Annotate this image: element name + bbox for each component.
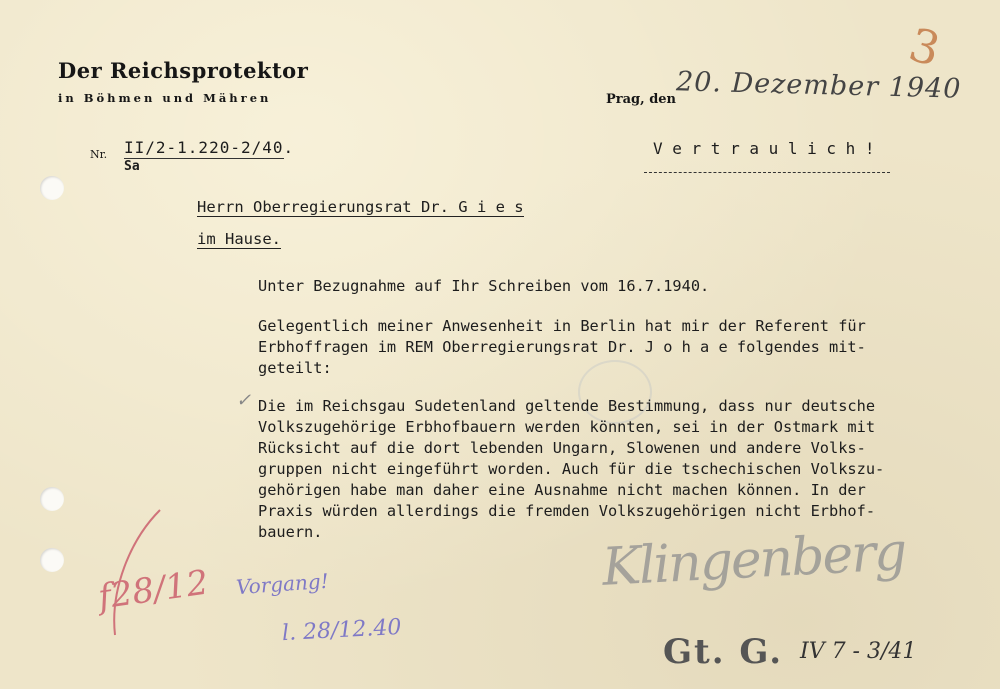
reference-label: Nr. [90, 148, 108, 161]
red-pencil-note: f28/12 [95, 562, 211, 618]
reference-number: II/2-1.220-2/40. [124, 138, 295, 157]
signature: Klingenberg [600, 522, 907, 598]
recipient-line-1: Herrn Oberregierungsrat Dr. G i e s [197, 198, 524, 216]
body-line: Gelegentlich meiner Anwesenheit in Berlin hat mir der Referent für [258, 317, 866, 335]
file-number: IV 7 - 3/41 [800, 639, 917, 664]
blue-pencil-note: Vorgang! [235, 568, 330, 600]
reference-rule [124, 158, 284, 159]
letterhead-title: Der Reichsprotektor [58, 58, 309, 83]
body-line: gruppen nicht eingeführt worden. Auch für die tschechischen Volkszu- [258, 460, 885, 478]
place-prefix: Prag, den [606, 92, 677, 107]
body-paragraph-1: Unter Bezugnahme auf Ihr Schreiben vom 16.7.1940. [258, 277, 710, 295]
classification-underline [644, 172, 890, 173]
body-line: Die im Reichsgau Sudetenland geltende Bestimmung, dass nur deutsche [258, 397, 876, 415]
body-line: Rücksicht auf die dort lebenden Ungarn, Slowenen und andere Volks- [258, 439, 866, 457]
blue-pencil-date: l. 28/12.40 [281, 614, 402, 647]
body-line: bauern. [258, 523, 323, 541]
body-line: gehörigen habe man daher eine Ausnahme nicht machen können. In der [258, 481, 866, 499]
body-line: geteilt: [258, 359, 332, 377]
body-line: Erbhoffragen im REM Oberregierungsrat Dr. J o h a e folgendes mit- [258, 338, 866, 356]
red-pencil-stroke [100, 500, 180, 640]
letterhead-subtitle: in Böhmen und Mähren [58, 91, 272, 105]
punch-hole [40, 548, 64, 572]
reference-initials: Sa [124, 159, 140, 174]
classification-mark: V e r t r a u l i c h ! [653, 139, 875, 158]
corner-pencil-mark: 3 [903, 17, 946, 77]
file-stamp: Gt. G. [663, 632, 784, 672]
body-line: Praxis würden allerdings die fremden Volkszugehörigen nicht Erbhof- [258, 502, 876, 520]
recipient-line-2: im Hause. [197, 230, 281, 248]
body-line: Volkszugehörige Erbhofbauern werden könnten, sei in der Ostmark mit [258, 418, 876, 436]
check-mark-icon: ✓ [236, 390, 252, 411]
punch-hole [40, 487, 64, 511]
letter-date: 20. Dezember 1940 [675, 66, 962, 105]
punch-hole [40, 176, 64, 200]
